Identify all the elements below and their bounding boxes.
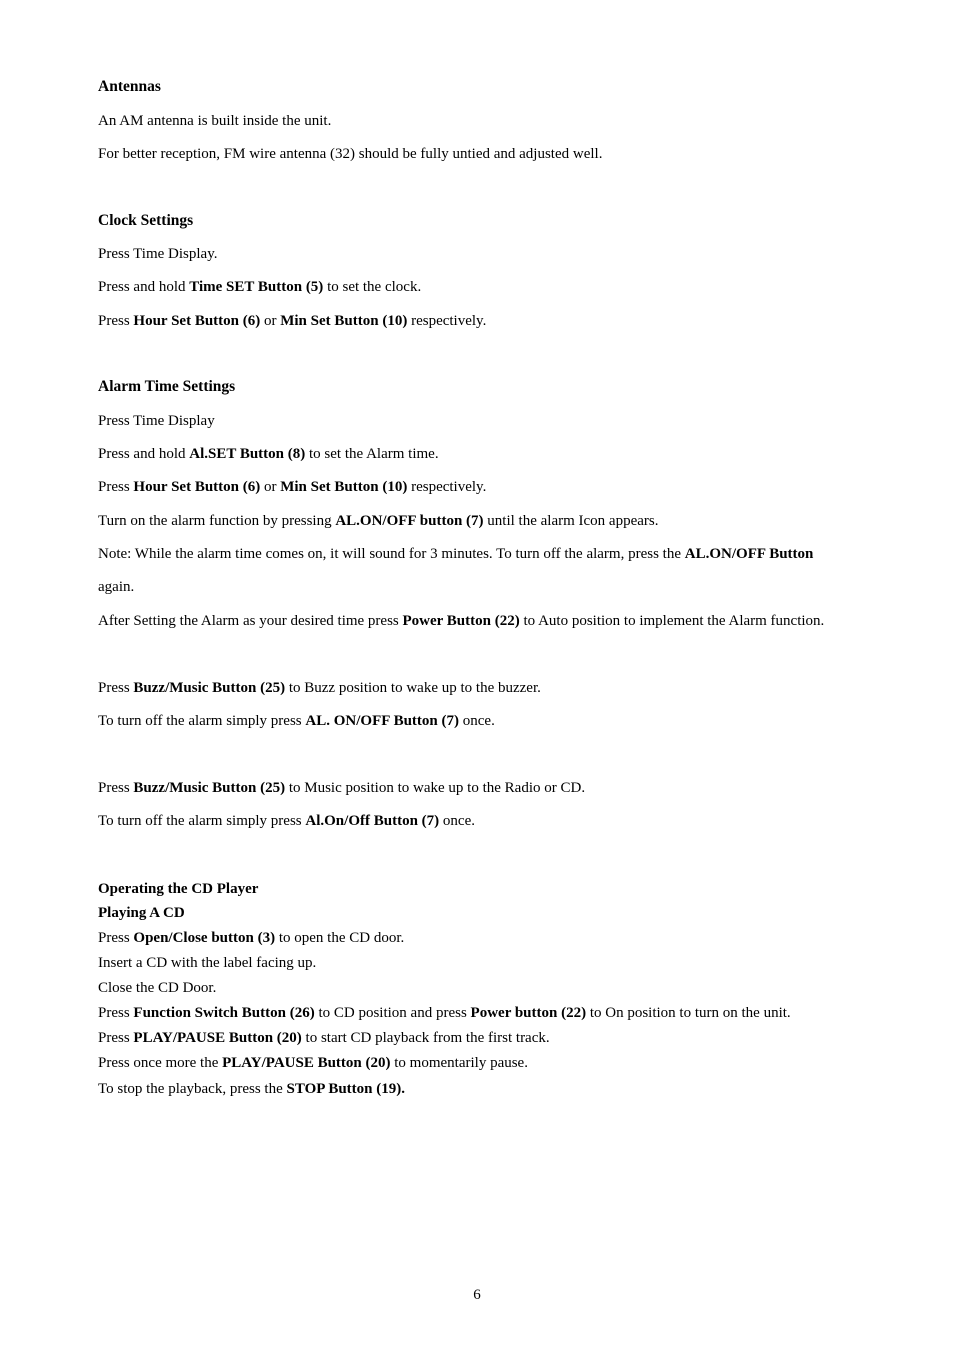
antennas-heading: Antennas (98, 78, 161, 95)
cd-line-3: Close the CD Door. (98, 980, 217, 996)
alarm-line-6: again. (98, 579, 135, 595)
cd-player-heading: Operating the CD Player (98, 881, 259, 897)
alarm-line-4: Turn on the alarm function by pressing AL.ON/OFF button (7) until the alarm Icon appears. (98, 513, 659, 529)
alarm-line-11: To turn off the alarm simply press Al.On/Off Button (7) once. (98, 813, 475, 829)
clock-settings-heading: Clock Settings (98, 212, 194, 229)
cd-line-7: To stop the playback, press the STOP Button (19). (98, 1081, 405, 1097)
playing-cd-subheading: Playing A CD (98, 905, 185, 921)
alarm-line-7: After Setting the Alarm as your desired time press Power Button (22) to Auto position to implement the Alarm function. (98, 613, 825, 629)
clock-line-3: Press Hour Set Button (6) or Min Set Button (10) respectively. (98, 313, 487, 329)
alarm-line-1: Press Time Display (98, 413, 215, 429)
alarm-settings-heading: Alarm Time Settings (98, 378, 236, 395)
alarm-line-9: To turn off the alarm simply press AL. ON/OFF Button (7) once. (98, 713, 495, 729)
cd-line-1: Press Open/Close button (3) to open the CD door. (98, 930, 405, 946)
clock-line-1: Press Time Display. (98, 246, 218, 262)
cd-line-4: Press Function Switch Button (26) to CD position and press Power button (22) to On position to turn on the unit. (98, 1005, 791, 1021)
alarm-line-10: Press Buzz/Music Button (25) to Music position to wake up to the Radio or CD. (98, 780, 586, 796)
alarm-line-8: Press Buzz/Music Button (25) to Buzz position to wake up to the buzzer. (98, 680, 541, 696)
cd-line-2: Insert a CD with the label facing up. (98, 955, 317, 971)
clock-line-2: Press and hold Time SET Button (5) to set the clock. (98, 279, 422, 295)
cd-line-5: Press PLAY/PAUSE Button (20) to start CD playback from the first track. (98, 1030, 550, 1046)
alarm-line-2: Press and hold Al.SET Button (8) to set the Alarm time. (98, 446, 439, 462)
alarm-line-5: Note: While the alarm time comes on, it will sound for 3 minutes. To turn off the alarm, press the AL.ON/OFF Button (98, 546, 814, 562)
antennas-line-2: For better reception, FM wire antenna (32) should be fully untied and adjusted well. (98, 146, 603, 162)
cd-line-6: Press once more the PLAY/PAUSE Button (20) to momentarily pause. (98, 1055, 528, 1071)
page-number: 6 (473, 1287, 481, 1303)
antennas-line-1: An AM antenna is built inside the unit. (98, 113, 332, 129)
alarm-line-3: Press Hour Set Button (6) or Min Set Button (10) respectively. (98, 479, 487, 495)
